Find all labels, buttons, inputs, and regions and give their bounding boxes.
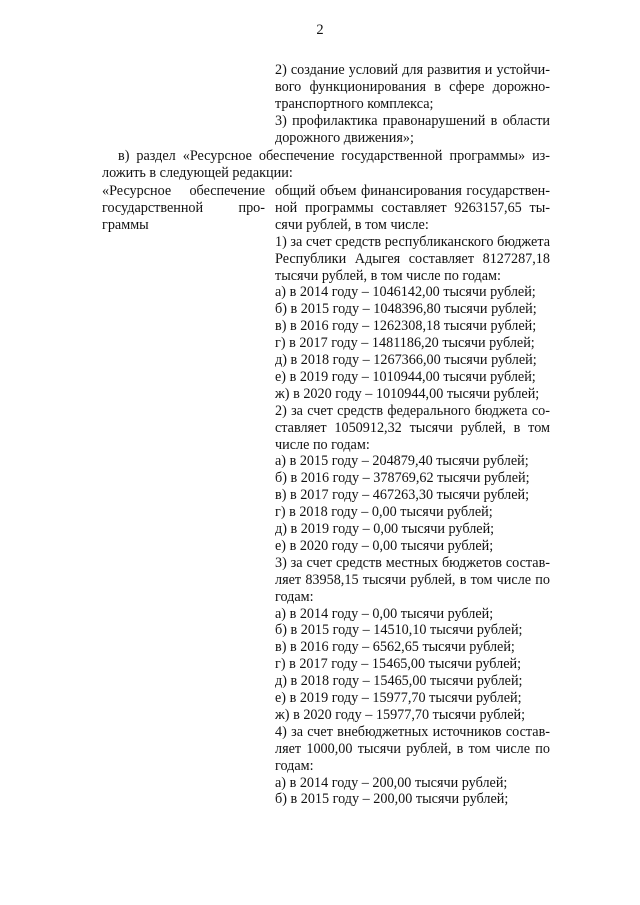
text-line: 3) за счет средств местных бюджетов состав- <box>275 554 550 571</box>
text-line: ж) в 2020 году – 15977,70 тысячи рублей; <box>275 706 526 723</box>
text-line: ной программы составляет 9263157,65 ты- <box>275 199 550 216</box>
intro-line: в) раздел «Ресурсное обеспечение государственной программы» из- <box>118 148 550 164</box>
text-line: а) в 2014 году – 200,00 тысячи рублей; <box>275 774 508 791</box>
text-line: г) в 2017 году – 1481186,20 тысячи рублей; <box>275 335 535 352</box>
text-line: 2) создание условий для развития и устойчи- <box>275 62 550 78</box>
text-line: сячи рублей, в том числе: <box>275 216 429 233</box>
text-line: числе по годам: <box>275 436 370 453</box>
text-line: е) в 2019 году – 15977,70 тысячи рублей; <box>275 690 522 706</box>
text-line: е) в 2019 году – 1010944,00 тысячи рублей; <box>275 368 536 385</box>
text-line: ляет 1000,00 тысячи рублей, в том числе по <box>275 740 550 757</box>
text-line: в) в 2016 году – 6562,65 тысячи рублей; <box>275 639 515 656</box>
section-title-line: «Ресурсное обеспечение <box>102 183 265 199</box>
text-line: годам: <box>275 757 314 774</box>
text-line: а) в 2014 году – 0,00 тысячи рублей; <box>275 605 494 622</box>
text-line: 3) профилактика правонарушений в области <box>275 113 550 129</box>
text-line: г) в 2018 году – 0,00 тысячи рублей; <box>275 504 493 521</box>
section-title-line: граммы <box>102 217 149 233</box>
text-line: е) в 2020 году – 0,00 тысячи рублей; <box>275 537 494 554</box>
text-line: д) в 2018 году – 1267366,00 тысячи рублей; <box>275 352 537 368</box>
text-line: транспортного комплекса; <box>275 96 434 112</box>
section-title-line: государственной про- <box>102 200 265 216</box>
page-number: 2 <box>316 22 324 38</box>
text-line: годам: <box>275 588 314 605</box>
text-line: ж) в 2020 году – 1010944,00 тысячи рублей; <box>275 385 540 402</box>
text-line: вого функционирования в сфере дорожно- <box>275 79 550 95</box>
text-line: ляет 83958,15 тысячи рублей, в том числе по <box>275 571 550 588</box>
text-line: в) в 2017 году – 467263,30 тысячи рублей; <box>275 487 530 504</box>
text-line: в) в 2016 году – 1262308,18 тысячи рублей; <box>275 318 537 335</box>
text-line: д) в 2018 году – 15465,00 тысячи рублей; <box>275 673 523 690</box>
text-line: а) в 2014 году – 1046142,00 тысячи рублей; <box>275 284 536 301</box>
text-line: г) в 2017 году – 15465,00 тысячи рублей; <box>275 656 522 673</box>
intro-line: ложить в следующей редакции: <box>102 165 293 181</box>
text-line: общий объем финансирования государствен- <box>275 183 550 199</box>
text-line: б) в 2016 году – 378769,62 тысячи рублей; <box>275 470 530 487</box>
text-line: Республики Адыгея составляет 8127287,18 <box>275 250 550 267</box>
text-line: 1) за счет средств республиканского бюджета <box>275 233 550 250</box>
text-line: б) в 2015 году – 14510,10 тысячи рублей; <box>275 622 523 639</box>
text-line: тысячи рублей, в том числе по годам: <box>275 267 501 284</box>
text-line: д) в 2019 году – 0,00 тысячи рублей; <box>275 521 495 537</box>
text-line: а) в 2015 году – 204879,40 тысячи рублей; <box>275 453 529 470</box>
text-line: 4) за счет внебюджетных источников состав- <box>275 723 550 740</box>
text-line: б) в 2015 году – 200,00 тысячи рублей; <box>275 791 509 808</box>
text-line: б) в 2015 году – 1048396,80 тысячи рублей; <box>275 301 537 318</box>
text-line: ставляет 1050912,32 тысячи рублей, в том <box>275 419 550 436</box>
text-line: дорожного движения»; <box>275 130 414 146</box>
text-line: 2) за счет средств федерального бюджета со- <box>275 402 550 419</box>
